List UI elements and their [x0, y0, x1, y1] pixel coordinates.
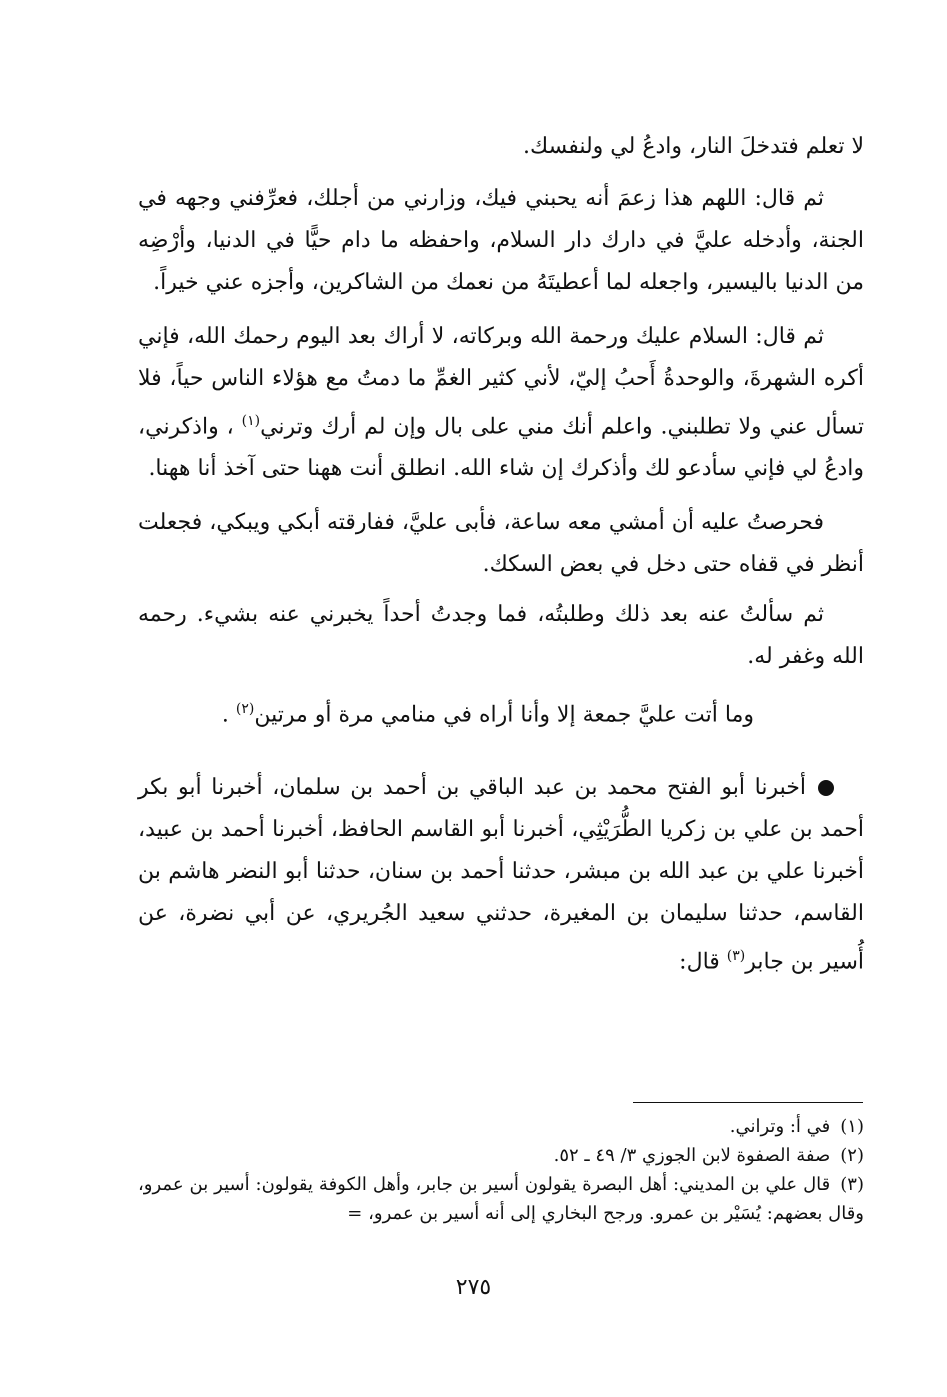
paragraph-1: لا تعلم فتدخلَ النار، وادعُ لي ولنفسك. — [523, 134, 864, 159]
paragraph-7-isnad — [138, 767, 864, 983]
paragraph-7-text-a: أخبرنا أبو الفتح محمد بن عبد الباقي بن أحمد بن سلمان، أخبرنا أبو بكر أحمد بن علي بن زكريا الطُّرَيْثِي، أخبرنا أبو القاسم الحافظ، أخبرنا أحمد بن عبيد، أخبرنا علي بن عبد الله بن مبشر، حدثنا أحمد بن سنان، حدثنا أبو النضر هاشم بن القاسم، حدثنا سليمان بن المغيرة، حدثني سعيد الجُريري، عن أبي نضرة، عن أُسير بن جابر — [138, 774, 864, 974]
paragraph-6-text-b: . — [221, 702, 236, 728]
paragraph-4: فحرصتُ عليه أن أمشي معه ساعة، فأبى عليَّ، ففارقته أبكي ويبكي، فجعلت أنظر في قفاه حتى دخل في بعض السكك. — [138, 510, 864, 578]
bullet-icon — [818, 780, 834, 796]
paragraph-6-text-a: وما أتت عليَّ جمعة إلا وأنا أراه في منامي مرة أو مرتين — [254, 702, 754, 728]
footnote-1-number: (١) — [840, 1116, 864, 1137]
paragraph-3 — [138, 316, 864, 490]
page-number: ٢٧٥ — [455, 1275, 492, 1300]
paragraph-7-text-b: قال: — [679, 948, 727, 974]
footnote-divider — [633, 1102, 863, 1103]
main-text — [138, 126, 864, 983]
paragraph-3-text-a: ثم قال: السلام عليك ورحمة الله وبركاته، لا أراك بعد اليوم رحمك الله، فإني أكره الشهرةَ، والوحدةُ أَحبُ إليّ، لأني كثير الغمِّ ما دمتُ مع هؤلاء الناس حياً، فلا تسأل عني ولا تطلبني. واعلم أنك مني على بال وإن لم أرك وترني — [138, 324, 864, 440]
footnote-3-text: قال علي بن المديني: أهل البصرة يقولون أسير بن جابر، وأهل الكوفة يقولون: أسير بن عمرو، وقال بعضهم: يُسَيْر بن عمرو. ورجح البخاري إلى أنه أسير بن عمرو، = — [138, 1174, 864, 1224]
footnote-1 — [138, 1112, 864, 1141]
footnote-1-text: في أ: وتراني. — [729, 1116, 831, 1137]
footnote-2 — [138, 1141, 864, 1170]
footnote-2-text: صفة الصفوة لابن الجوزي ٣/ ٤٩ ـ ٥٢. — [553, 1145, 831, 1166]
footnote-ref-2: (٢) — [235, 701, 255, 718]
paragraph-3-text-b: ، واذكرني، وادعُ لي فإني سأدعو لك وأذكرك إن شاء الله. انطلق أنت ههنا حتى آخذ أنا ههنا. — [138, 414, 864, 482]
footnote-2-number: (٢) — [840, 1145, 864, 1166]
footnote-3-number: (٣) — [840, 1174, 864, 1195]
footnotes — [138, 1112, 864, 1228]
paragraph-5: ثم سألتُ عنه بعد ذلك وطلبتُه، فما وجدتُ أحداً يخبرني عنه بشيء. رحمه الله وغفر له. — [138, 602, 864, 670]
paragraph-2: ثم قال: اللهم هذا زعمَ أنه يحبني فيك، وزارني من أجلك، فعرِّفني وجهه في الجنة، وأدخله عليَّ في دارك دار السلام، واحفظه ما دام حيًّا في الدنيا، وأرْضِه من الدنيا باليسير، واجعله لما أعطيتَهُ من نعمك من الشاكرين، وأجزه عني خيراً. — [138, 186, 864, 295]
footnote-ref-1: (١) — [241, 413, 261, 429]
paragraph-6 — [138, 688, 864, 736]
footnote-ref-3: (٣) — [726, 947, 746, 964]
footnote-3 — [138, 1170, 864, 1228]
